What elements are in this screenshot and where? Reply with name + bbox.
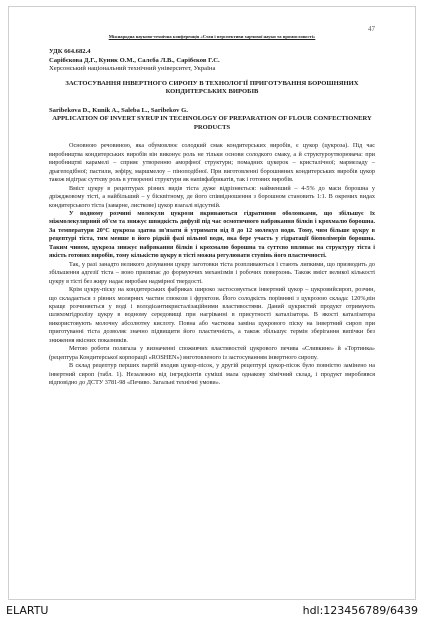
paragraph-bold: У водному розчині молекули цукрози вкриваються гідратними оболонками, що збільшує їх міжмолекулярний об'єм та знижує швидкість дифузії під час осмотичного набрякання білків і крохмалю борошна. За температури 20°С цукроза здатна зв'язати й утримати від 8 до 12 молекул води. Тому, чим більше цукру в рецептурі тіста, тим менше в його рідкій фазі вільної води, яка бере участь у гідратації біополімерів борошна. Таким чином, цукроза знижує набрякання білків і крохмалю борошна та суттєво впливає на структуру тіста і якість готових виробів, тому кількістю цукру в тісті можна регулювати ступінь його пластичності. xyxy=(49,210,375,260)
affiliation: Херсонський національний технічний університет, Україна xyxy=(49,65,216,72)
paragraph: В склад рецептур перших партій входив цукор-пісок, у другій рецептурі цукор-пісок було повністю замінено на інвертний сироп (табл. 1). Незалежно від інгредієнтів суміші мала однакову хімічний склад, і продукт вироблявся відповідно до ДСТУ 3781-98 «Печиво. Загальні технічні умови». xyxy=(49,362,375,387)
authors-ua: Сарібєкова Д.Г., Куник О.М., Салєба Л.В., Сарібєков Г.С. xyxy=(49,56,220,64)
footer-handle: hdl:123456789/6439 xyxy=(302,604,418,617)
authors-en: Saribekova D., Kunik A., Saleba L., Saribekov G. xyxy=(49,106,188,114)
paragraph: Основною речовиною, яка обумовлює солодкий смак кондитерських виробів, є цукор (цукроза). Під час виробництва кондитерських виробів він виконує роль не тільки основи солодкого смаку, а й структуроутворювача: при виробництві карамелі – сприяє утворенню аморфної структури; помадних цукерок – кристалічної; мармеладу – драгеподібної; пастили, зефіру, маршмелоу – піноподібної. При виготовленні борошняних кондитерських виробів цукор також відіграє суттєву роль в утворенні структури як напівфабрикатів, так і готових виробів. xyxy=(49,142,375,184)
paragraph: Так, у разі занадто великого дозування цукру заготовки тіста розпливаються і стають липкими, що призводить до збільшення адгезії тіста – воно прилипає до формуючих механізмів і робочих поверхонь. Також вміст великої кількості цукру в тісті без жиру надає виробам надмірної твердості. xyxy=(49,260,375,285)
running-header: Міжнародна науково-технічна конференція «Стан і перспективи харчової науки та промисловості» xyxy=(108,34,316,39)
paragraph: Метою роботи полягала у визначенні споживчих властивостей цукрового печива «Сливкине» й «Тортинка» (рецептура Кондитерської корпорації «ROSHEN») виготовленого із застосуванням інвертного сиропу. xyxy=(49,345,375,361)
title-en: APPLICATION OF INVERT SYRUP IN TECHNOLOGY OF PREPARATION OF FLOUR CONFECTIONERY PRODUCTS xyxy=(52,115,372,131)
footer-repository-name: ELARTU xyxy=(6,604,49,617)
paper-page xyxy=(8,6,416,600)
paragraph: Крім цукру-піску на кондитерських фабриках широко застосовується інвертний цукор – цукровийсироп, розчин, що складається з рівних молярних частин глюкози і фруктози. Його солодкість порівняні з цукрозою склада: 120%,він краще розчиняється у воді і володієантикристалізаційними властивостями. Даний цукристий продукт отримують шляхомгідролізу цукру в водному середовищі при нагріванні в присутності каталізатора. В якості каталізатора використовують молочну абсолютну кислоту. Повна або часткова заміна цукрового піску на інвертний сироп при приготуванні тіста дозволяє значно підвищити його пластичність, а також збільшує термін зберігання випічки без зниження якісних показників. xyxy=(49,286,375,344)
page-number: 47 xyxy=(368,25,375,33)
udk-code: УДК 664.682.4 xyxy=(49,48,91,55)
paragraph: Вміст цукру в рецептурах різних видів тіста дуже відрізняється: найменший – 4-5% до маси борошна у дріжджовому тісті, а найбільший – у бісквітному, де його співвідношення з борошном становить 1:1. В окремих видах кондитерського тіста (заварне, листкове) цукор взагалі відсутній. xyxy=(49,184,375,209)
article-content xyxy=(49,48,375,388)
title-ua: ЗАСТОСУВАННЯ ІНВЕРТНОГО СИРОПУ В ТЕХНОЛОГІЇ ПРИГОТУВАННЯ БОРОШНЯНИХ КОНДИТЕРСЬКИХ ВИРОБІВ xyxy=(65,79,359,96)
